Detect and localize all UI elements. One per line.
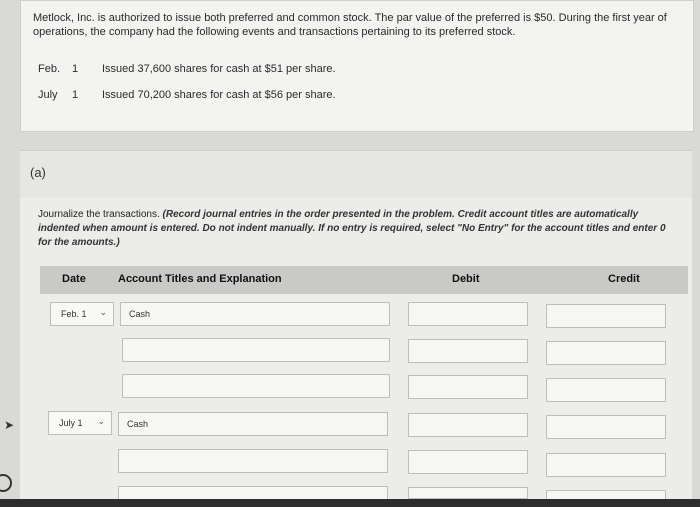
credit-input[interactable] [546,415,666,439]
debit-header: Debit [452,273,480,285]
debit-input[interactable] [408,413,528,437]
journal-table-header [40,266,688,294]
journal-instructions [38,208,678,250]
account-title-input[interactable] [122,338,390,362]
debit-input[interactable] [408,487,528,499]
date-value: July 1 [59,418,83,428]
debit-input[interactable] [408,450,528,474]
account-header: Account Titles and Explanation [118,273,282,285]
chevron-down-icon: ⌄ [97,416,105,426]
transaction-description: Issued 70,200 shares for cash at $56 per share. [102,89,336,101]
debit-input[interactable] [408,375,528,399]
instructions-italic: (Record journal entries in the order presented in the problem. Credit account titles are automatically indented when amount is entered. Do not indent manually. If no entry is required, select "No Entry" for the account titles and enter 0 for the amounts.) [38,209,666,248]
part-a-header [20,150,692,199]
transaction-month: Feb. [38,63,61,75]
instructions-text: Journalize the transactions. [38,209,160,220]
transaction-day: 1 [72,63,79,75]
credit-input[interactable] [546,453,666,477]
problem-statement [20,0,694,132]
credit-input[interactable] [546,304,666,328]
account-title-input[interactable] [122,374,390,398]
transaction-month: July [38,89,58,101]
part-label: (a) [30,165,46,180]
credit-header: Credit [608,273,640,285]
transaction-day: 1 [72,89,79,101]
account-title-input[interactable] [118,486,388,500]
date-header: Date [62,273,86,285]
account-title-input[interactable]: Cash [118,412,388,436]
debit-input[interactable] [408,339,528,363]
debit-input[interactable] [408,302,528,326]
mouse-pointer-icon: ➤ [4,418,15,432]
credit-input[interactable] [546,341,666,365]
bottom-bar [0,499,700,507]
problem-intro: Metlock, Inc. is authorized to issue both preferred and common stock. The par value of the preferred is $50. During the first year of operations, the company had the following events and transactions pertaining to its preferred stock. [33,12,667,38]
transaction-description: Issued 37,600 shares for cash at $51 per share. [102,63,336,75]
date-value: Feb. 1 [61,309,87,319]
date-select[interactable] [50,302,114,326]
credit-input[interactable] [546,378,666,402]
journal-entry-panel [20,198,692,507]
account-title-input[interactable] [118,449,388,473]
account-title-input[interactable]: Cash [120,302,390,326]
date-select[interactable] [48,411,112,435]
chevron-down-icon: ⌄ [99,307,107,317]
arc-decoration-icon [0,474,12,492]
